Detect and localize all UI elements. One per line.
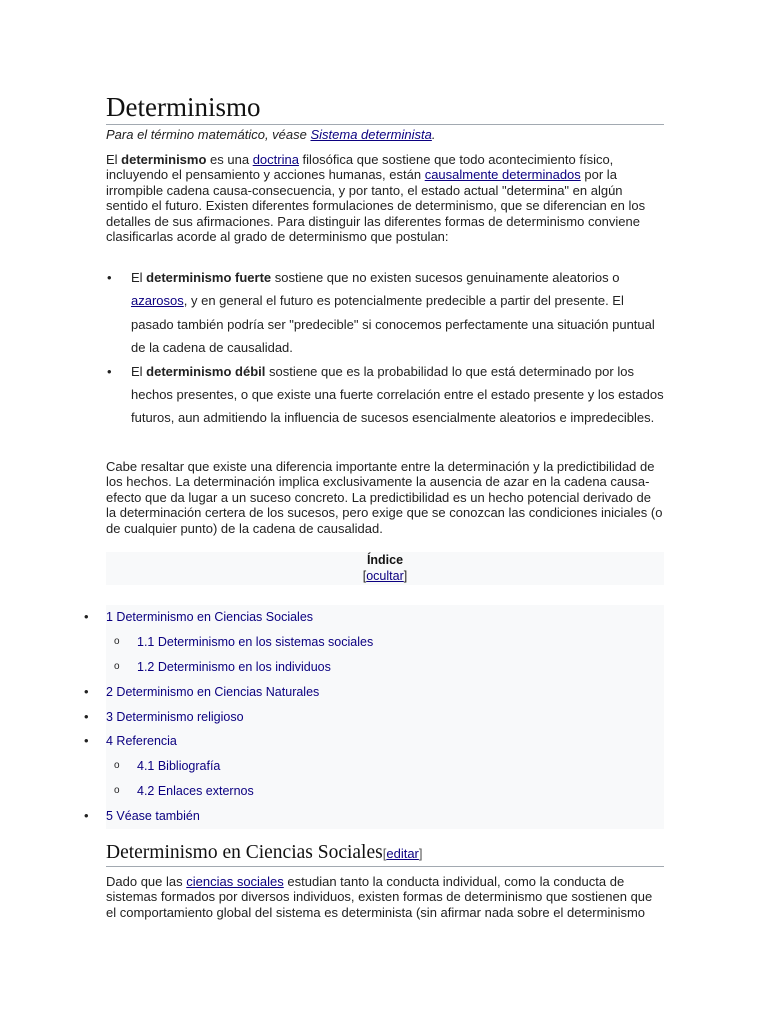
edit-section [383,846,423,861]
intro-bold-term: determinismo [121,152,207,167]
list-item-determinismo-debil [106,360,666,430]
toc-link[interactable]: 3 Determinismo religioso [106,709,244,724]
toc-bullet: • [84,808,89,824]
bracket: ] [403,569,408,583]
bullet-marker: • [107,363,112,379]
list-bold-term: determinismo fuerte [146,270,272,285]
toc-link[interactable]: 2 Determinismo en Ciencias Naturales [106,684,320,699]
toc-bullet: o [114,635,120,647]
toc-item [0,605,664,630]
toc-link[interactable]: 4.1 Bibliografía [137,759,221,774]
toc-item [0,804,664,829]
toc-bullet: o [114,760,120,772]
list-bold-term: determinismo débil [146,363,266,379]
section-paragraph [106,874,664,920]
toc-item [0,630,664,655]
toc-item [0,729,664,754]
list-text: sostiene que no existen sucesos genuinamente aleatorios o [271,270,620,285]
toc-link[interactable]: 4 Referencia [106,734,177,749]
bullet-marker: • [107,270,112,285]
section-text: Dado que las [106,874,187,889]
azarosos-link[interactable]: azarosos [131,293,184,309]
toc-link[interactable]: 5 Véase también [106,809,200,824]
toc-bullet: • [84,733,89,749]
list-item-determinismo-fuerte [106,266,666,360]
intro-paragraph [106,152,664,244]
toc-item [0,680,664,705]
intro-text: es una [206,152,253,167]
toc-row-background [106,729,664,754]
causalmente-determinados-link[interactable]: causalmente determinados [424,167,581,183]
section-heading [106,841,664,867]
section-text: estudian tanto la conducta individual, como la conducta de sistemas formados por diversos individuos, existen formas de determinismo que sostienen que el comportamiento global del sistema es determinista (sin afirmar nada sobre el determinismo [106,874,653,920]
toc-toggle [106,568,664,585]
toc-item [0,655,664,680]
hatnote-text: Para el término matemático, véase [106,127,311,142]
intro-text: El [106,152,122,167]
toc-link[interactable]: 1.2 Determinismo en los individuos [137,659,331,674]
toc-bullet: • [84,609,89,624]
toc-item [0,779,664,804]
hatnote [106,127,666,143]
toc-item [0,705,664,730]
bracket: [ [362,569,367,583]
intro-text: filosófica que sostiene que todo acontecimiento físico, incluyendo el pensamiento y acciones humanas, están [106,152,614,183]
list-text: sostiene que es la probabilidad lo que está determinado por los hechos presentes, o que existe una fuerte correlación entre el estado presente y los estados futuros, aun admitiendo la influencia de sucesos esencialmente aleatorios e impredecibles. [131,363,664,426]
toc-link[interactable]: 1.1 Determinismo en los sistemas sociales [137,634,374,649]
toc-hide-link[interactable]: ocultar [366,569,404,583]
toc-header [106,552,664,585]
toc-bullet: • [84,683,89,699]
bracket: [ [382,846,387,861]
sistema-determinista-link[interactable]: Sistema determinista [310,127,432,142]
section-title: Determinismo en Ciencias Sociales [106,842,383,863]
toc-link[interactable]: 1 Determinismo en Ciencias Sociales [106,610,314,624]
determinism-types-list [106,266,666,430]
hatnote-period: . [431,127,436,142]
doctrina-link[interactable]: doctrina [252,152,299,167]
page-title: Determinismo [106,90,664,125]
ciencias-sociales-link[interactable]: ciencias sociales [186,874,284,889]
prediction-paragraph: Cabe resaltar que existe una diferencia importante entre la determinación y la predictibilidad de los hechos. La determinación implica exclusivamente la ausencia de azar en la cadena causa-efecto que da lugar a un suceso concreto. La predictibilidad es un hecho potencial derivado de la determinación certera de los sucesos, pero exige que se conozcan las condiciones iniciales (o de cualquier punto) de la cadena de causalidad. [106,459,663,536]
list-text: El [131,270,147,285]
toc-link[interactable]: 4.2 Enlaces externos [137,784,254,799]
toc-bullet: • [84,708,89,724]
toc-title: Índice [366,553,404,567]
list-text: El [131,363,147,379]
toc-bullet: o [114,660,120,672]
table-of-contents [0,605,664,829]
edit-link[interactable]: editar [386,846,419,861]
intro-text: por la irrompible cadena causa-consecuencia, y por tanto, el estado actual "determina" en algún sentido el futuro. Existen diferentes formulaciones de determinismo, que se diferencian en los detalles de sus afirmaciones. Para distinguir las diferentes formas de determinismo conviene clasificarlas acorde al grado de determinismo que postulan: [106,167,646,245]
list-text: , y en general el futuro es potencialmente predecible a partir del presente. El pasado también podría ser "predecible" si conocemos perfectamente una situación puntual de la cadena de causalidad. [131,293,655,356]
toc-bullet: o [114,785,120,797]
toc-item [0,754,664,779]
bracket: ] [418,846,423,861]
